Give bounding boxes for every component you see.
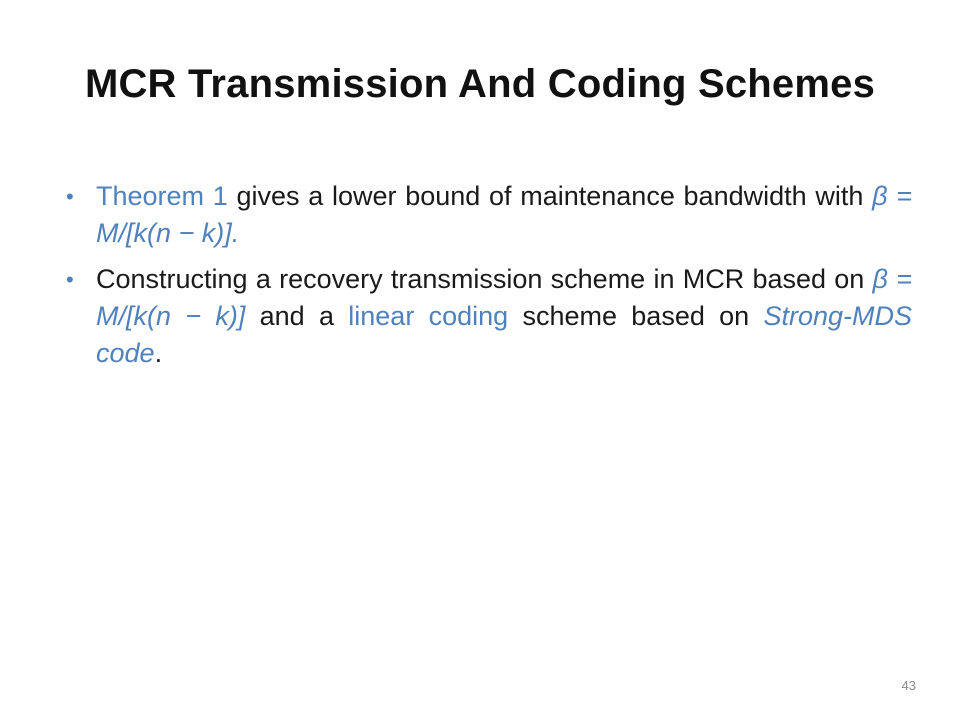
- bullet-list: [66, 178, 912, 381]
- slide-title: MCR Transmission And Coding Schemes: [84, 62, 876, 106]
- linear-coding-highlight: linear coding: [348, 301, 509, 331]
- strong-mds-code-highlight: Strong-MDS code: [96, 301, 912, 368]
- bullet-text: and a: [245, 301, 349, 331]
- beta-formula: β = M/[k(n − k)]: [96, 264, 912, 331]
- bullet-text: gives a lower bound of maintenance bandwidth with: [227, 181, 873, 211]
- bullet-text: .: [154, 338, 163, 368]
- theorem-reference: Theorem 1: [96, 181, 228, 211]
- bullet-item-2: [66, 261, 912, 372]
- beta-formula: β = M/[k(n − k)].: [96, 181, 912, 248]
- bullet-text: scheme based on: [508, 301, 764, 331]
- page-number: 43: [901, 678, 916, 693]
- bullet-text: Constructing a recovery transmission scheme in MCR based on: [96, 264, 873, 294]
- bullet-item-1: [66, 178, 912, 252]
- bullet-marker: •: [66, 184, 74, 209]
- bullet-marker: •: [66, 267, 74, 292]
